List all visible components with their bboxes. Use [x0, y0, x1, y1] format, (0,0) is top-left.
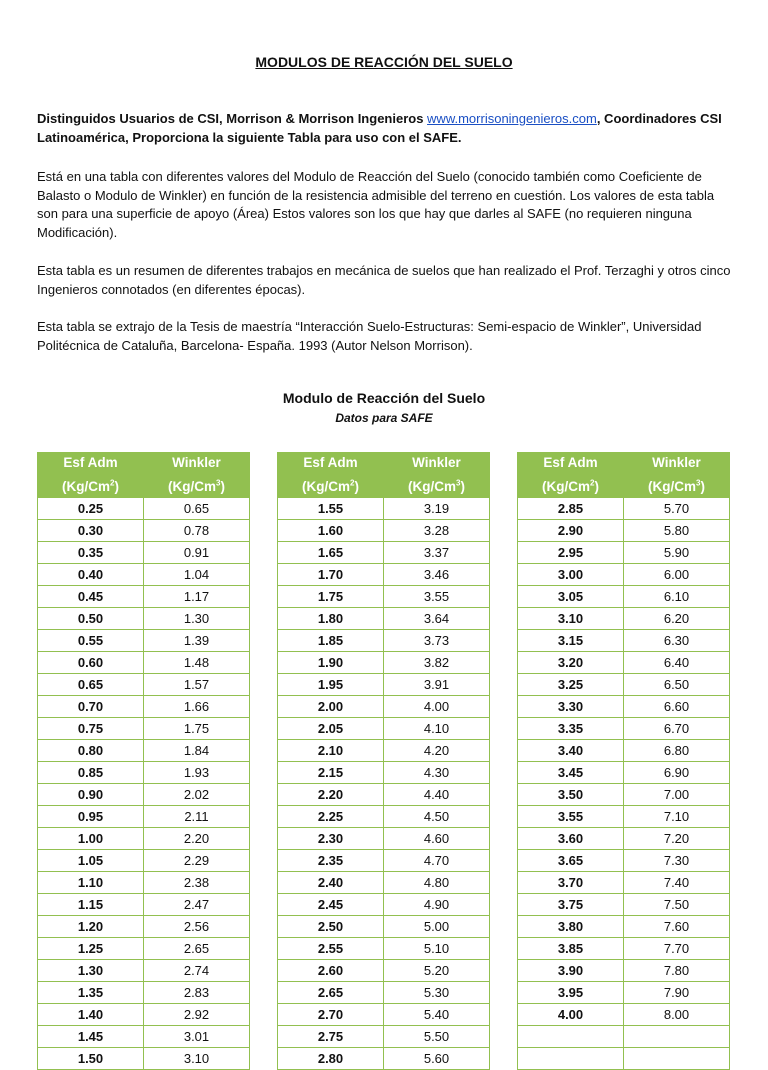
winkler-cell: 6.60	[624, 696, 730, 718]
winkler-cell: 5.70	[624, 498, 730, 520]
winkler-cell: 6.10	[624, 586, 730, 608]
winkler-cell: 2.83	[144, 982, 250, 1004]
winkler-cell: 7.60	[624, 916, 730, 938]
winkler-cell: 2.74	[144, 960, 250, 982]
table-row	[38, 696, 250, 718]
table-row	[518, 806, 730, 828]
esf-adm-cell: 0.30	[38, 520, 144, 542]
table-row	[278, 762, 490, 784]
table-row	[518, 784, 730, 806]
table-row	[518, 652, 730, 674]
esf-adm-label: Esf Adm	[63, 455, 118, 471]
esf-adm-cell	[518, 1048, 624, 1070]
winkler-cell: 1.17	[144, 586, 250, 608]
table-row	[518, 828, 730, 850]
table-row	[518, 982, 730, 1004]
table-row	[278, 806, 490, 828]
winkler-cell: 4.00	[384, 696, 490, 718]
esf-adm-cell: 0.85	[38, 762, 144, 784]
winkler-cell: 4.60	[384, 828, 490, 850]
data-table-2	[277, 452, 490, 1070]
table-row	[518, 960, 730, 982]
winkler-cell: 6.80	[624, 740, 730, 762]
esf-adm-cell: 0.40	[38, 564, 144, 586]
winkler-cell: 5.10	[384, 938, 490, 960]
esf-adm-cell: 3.50	[518, 784, 624, 806]
winkler-cell: 0.78	[144, 520, 250, 542]
esf-adm-cell: 3.85	[518, 938, 624, 960]
esf-adm-cell: 2.05	[278, 718, 384, 740]
esf-adm-cell: 2.55	[278, 938, 384, 960]
esf-adm-cell: 3.80	[518, 916, 624, 938]
table-row	[518, 762, 730, 784]
esf-adm-header	[38, 453, 144, 498]
esf-adm-cell: 2.00	[278, 696, 384, 718]
esf-adm-cell: 1.80	[278, 608, 384, 630]
esf-adm-cell: 0.70	[38, 696, 144, 718]
winkler-cell: 3.46	[384, 564, 490, 586]
table-row	[278, 542, 490, 564]
winkler-cell: 2.92	[144, 1004, 250, 1026]
table-row	[38, 564, 250, 586]
winkler-cell: 7.70	[624, 938, 730, 960]
esf-adm-cell: 1.45	[38, 1026, 144, 1048]
table-row	[278, 1026, 490, 1048]
esf-adm-cell: 1.25	[38, 938, 144, 960]
table-row	[278, 1004, 490, 1026]
winkler-unit: (Kg/Cm$^3$)	[648, 478, 705, 494]
table-row	[38, 542, 250, 564]
winkler-cell: 1.30	[144, 608, 250, 630]
esf-adm-cell: 0.75	[38, 718, 144, 740]
esf-adm-unit: (Kg/Cm$^2$)	[542, 478, 599, 494]
winkler-cell: 3.10	[144, 1048, 250, 1070]
winkler-cell: 1.39	[144, 630, 250, 652]
winkler-cell: 6.40	[624, 652, 730, 674]
table-row	[38, 960, 250, 982]
table-row	[518, 630, 730, 652]
table-header-row	[278, 453, 490, 498]
table-row	[278, 916, 490, 938]
esf-adm-cell: 2.45	[278, 894, 384, 916]
winkler-cell: 4.40	[384, 784, 490, 806]
table-row	[278, 850, 490, 872]
table-row	[38, 828, 250, 850]
intro-text-before: Distinguidos Usuarios de CSI, Morrison & Morrison Ingenieros	[37, 111, 428, 126]
table-row	[38, 630, 250, 652]
esf-adm-cell: 3.90	[518, 960, 624, 982]
table-row	[38, 850, 250, 872]
winkler-cell: 3.37	[384, 542, 490, 564]
esf-adm-cell: 3.10	[518, 608, 624, 630]
esf-adm-cell: 1.85	[278, 630, 384, 652]
table-row	[278, 630, 490, 652]
esf-adm-cell: 1.50	[38, 1048, 144, 1070]
esf-adm-cell: 0.65	[38, 674, 144, 696]
winkler-cell: 1.75	[144, 718, 250, 740]
table-row	[518, 718, 730, 740]
winkler-cell: 1.66	[144, 696, 250, 718]
winkler-cell: 3.64	[384, 608, 490, 630]
winkler-cell: 7.30	[624, 850, 730, 872]
esf-adm-cell: 2.30	[278, 828, 384, 850]
winkler-cell: 4.50	[384, 806, 490, 828]
table-row	[38, 718, 250, 740]
table-row	[518, 564, 730, 586]
winkler-cell: 2.38	[144, 872, 250, 894]
esf-adm-cell: 2.10	[278, 740, 384, 762]
esf-adm-cell: 3.15	[518, 630, 624, 652]
intro-paragraph	[37, 110, 737, 147]
winkler-cell	[624, 1048, 730, 1070]
table-row	[518, 1026, 730, 1048]
esf-adm-cell: 2.85	[518, 498, 624, 520]
table-row	[38, 608, 250, 630]
esf-adm-cell: 1.15	[38, 894, 144, 916]
esf-adm-cell: 2.35	[278, 850, 384, 872]
table-row	[278, 828, 490, 850]
winkler-cell: 2.11	[144, 806, 250, 828]
intro-text-after: , Coordinadores CSI Latinoamérica, Proporciona la siguiente Tabla para uso con el SAFE.	[37, 111, 722, 145]
winkler-cell: 6.20	[624, 608, 730, 630]
winkler-cell: 5.00	[384, 916, 490, 938]
esf-adm-cell: 3.30	[518, 696, 624, 718]
winkler-cell: 5.50	[384, 1026, 490, 1048]
winkler-cell: 4.10	[384, 718, 490, 740]
winkler-cell: 5.60	[384, 1048, 490, 1070]
table-row	[518, 850, 730, 872]
table-row	[38, 784, 250, 806]
winkler-cell: 5.80	[624, 520, 730, 542]
table-row	[38, 938, 250, 960]
table-row	[278, 938, 490, 960]
esf-adm-cell: 1.55	[278, 498, 384, 520]
esf-adm-cell: 3.60	[518, 828, 624, 850]
winkler-cell: 3.73	[384, 630, 490, 652]
table-row	[278, 520, 490, 542]
esf-adm-label: Esf Adm	[543, 455, 598, 471]
table-subtitle: Datos para SAFE	[335, 411, 433, 425]
table-row	[278, 564, 490, 586]
esf-adm-cell: 1.30	[38, 960, 144, 982]
esf-adm-label: Esf Adm	[303, 455, 358, 471]
winkler-cell: 1.48	[144, 652, 250, 674]
table-row	[518, 1048, 730, 1070]
winkler-cell: 7.80	[624, 960, 730, 982]
table-row	[278, 894, 490, 916]
esf-adm-cell: 3.65	[518, 850, 624, 872]
winkler-cell: 4.30	[384, 762, 490, 784]
table-row	[38, 894, 250, 916]
table-row	[278, 1048, 490, 1070]
winkler-cell: 7.00	[624, 784, 730, 806]
winkler-cell: 5.20	[384, 960, 490, 982]
esf-adm-cell: 0.25	[38, 498, 144, 520]
winkler-label: Winkler	[172, 455, 221, 471]
winkler-cell: 7.40	[624, 872, 730, 894]
table-body	[518, 498, 730, 1070]
table-row	[278, 982, 490, 1004]
winkler-cell: 5.30	[384, 982, 490, 1004]
winkler-cell: 7.10	[624, 806, 730, 828]
esf-adm-cell: 3.95	[518, 982, 624, 1004]
esf-adm-cell: 3.55	[518, 806, 624, 828]
table-row	[38, 1026, 250, 1048]
data-table-1	[37, 452, 250, 1070]
table-row	[518, 1004, 730, 1026]
winkler-cell: 8.00	[624, 1004, 730, 1026]
table-header-row	[38, 453, 250, 498]
table-row	[278, 740, 490, 762]
winkler-cell: 6.50	[624, 674, 730, 696]
table-row	[518, 542, 730, 564]
table-body	[38, 498, 250, 1070]
esf-adm-cell: 0.50	[38, 608, 144, 630]
winkler-cell: 4.80	[384, 872, 490, 894]
esf-adm-cell: 0.90	[38, 784, 144, 806]
table-row	[38, 1004, 250, 1026]
winkler-cell: 3.19	[384, 498, 490, 520]
table-row	[518, 498, 730, 520]
table-row	[38, 586, 250, 608]
esf-adm-cell: 1.05	[38, 850, 144, 872]
esf-adm-cell: 1.10	[38, 872, 144, 894]
table-row	[38, 520, 250, 542]
esf-adm-cell: 1.70	[278, 564, 384, 586]
winkler-cell: 2.47	[144, 894, 250, 916]
esf-adm-cell: 1.65	[278, 542, 384, 564]
winkler-cell: 3.01	[144, 1026, 250, 1048]
table-row	[518, 520, 730, 542]
winkler-cell: 3.82	[384, 652, 490, 674]
table-row	[38, 674, 250, 696]
table-row	[38, 652, 250, 674]
esf-adm-cell: 3.45	[518, 762, 624, 784]
esf-adm-cell: 0.35	[38, 542, 144, 564]
winkler-cell: 3.55	[384, 586, 490, 608]
table-row	[518, 938, 730, 960]
winkler-cell: 6.70	[624, 718, 730, 740]
winkler-cell: 6.90	[624, 762, 730, 784]
winkler-header	[624, 453, 730, 498]
table-row	[518, 696, 730, 718]
winkler-label: Winkler	[412, 455, 461, 471]
esf-adm-cell: 0.80	[38, 740, 144, 762]
winkler-cell: 1.84	[144, 740, 250, 762]
esf-adm-header	[518, 453, 624, 498]
esf-adm-cell: 2.60	[278, 960, 384, 982]
esf-adm-cell: 2.95	[518, 542, 624, 564]
esf-adm-cell: 1.95	[278, 674, 384, 696]
esf-adm-cell: 1.75	[278, 586, 384, 608]
winkler-cell: 6.00	[624, 564, 730, 586]
esf-adm-cell: 3.70	[518, 872, 624, 894]
winkler-cell: 4.20	[384, 740, 490, 762]
winkler-unit: (Kg/Cm$^3$)	[408, 478, 465, 494]
winkler-cell: 7.90	[624, 982, 730, 1004]
esf-adm-cell: 0.60	[38, 652, 144, 674]
table-row	[38, 498, 250, 520]
winkler-unit: (Kg/Cm$^3$)	[168, 478, 225, 494]
winkler-cell: 6.30	[624, 630, 730, 652]
table-body	[278, 498, 490, 1070]
table-row	[518, 586, 730, 608]
table-row	[518, 916, 730, 938]
esf-adm-cell: 1.90	[278, 652, 384, 674]
esf-adm-cell: 2.20	[278, 784, 384, 806]
winkler-cell: 3.28	[384, 520, 490, 542]
esf-adm-cell: 3.20	[518, 652, 624, 674]
esf-adm-cell: 2.65	[278, 982, 384, 1004]
winkler-cell: 0.65	[144, 498, 250, 520]
esf-adm-cell	[518, 1026, 624, 1048]
esf-adm-cell: 1.20	[38, 916, 144, 938]
table-row	[518, 674, 730, 696]
winkler-cell: 7.20	[624, 828, 730, 850]
winkler-cell: 2.20	[144, 828, 250, 850]
winkler-cell: 2.65	[144, 938, 250, 960]
table-row	[278, 718, 490, 740]
winkler-cell: 4.90	[384, 894, 490, 916]
winkler-cell: 1.04	[144, 564, 250, 586]
esf-adm-cell: 3.25	[518, 674, 624, 696]
esf-adm-cell: 3.05	[518, 586, 624, 608]
table-row	[278, 652, 490, 674]
data-table-3	[517, 452, 730, 1070]
winkler-cell: 5.40	[384, 1004, 490, 1026]
table-row	[518, 740, 730, 762]
esf-adm-cell: 3.40	[518, 740, 624, 762]
esf-adm-cell: 2.90	[518, 520, 624, 542]
esf-adm-cell: 0.45	[38, 586, 144, 608]
table-row	[38, 740, 250, 762]
table-row	[278, 498, 490, 520]
table-row	[518, 872, 730, 894]
winkler-cell: 2.56	[144, 916, 250, 938]
esf-adm-cell: 2.75	[278, 1026, 384, 1048]
table-title: Modulo de Reacción del Suelo	[282, 390, 486, 406]
esf-adm-unit: (Kg/Cm$^2$)	[302, 478, 359, 494]
table-row	[38, 982, 250, 1004]
table-header-row	[518, 453, 730, 498]
winkler-cell: 2.29	[144, 850, 250, 872]
winkler-header	[384, 453, 490, 498]
esf-adm-cell: 1.35	[38, 982, 144, 1004]
esf-adm-cell: 2.40	[278, 872, 384, 894]
winkler-cell: 5.90	[624, 542, 730, 564]
winkler-cell: 1.57	[144, 674, 250, 696]
table-row	[38, 806, 250, 828]
esf-adm-cell: 2.80	[278, 1048, 384, 1070]
winkler-cell: 4.70	[384, 850, 490, 872]
esf-adm-cell: 1.40	[38, 1004, 144, 1026]
table-row	[38, 916, 250, 938]
page-title: MODULOS DE REACCIÓN DEL SUELO	[255, 54, 513, 70]
table-row	[38, 762, 250, 784]
table-row	[278, 872, 490, 894]
table-row	[278, 696, 490, 718]
website-link[interactable]: www.morrisoningenieros.com	[427, 111, 597, 126]
table-row	[518, 894, 730, 916]
table-row	[38, 1048, 250, 1070]
esf-adm-cell: 2.25	[278, 806, 384, 828]
winkler-cell: 0.91	[144, 542, 250, 564]
esf-adm-cell: 2.15	[278, 762, 384, 784]
winkler-cell: 3.91	[384, 674, 490, 696]
winkler-header	[144, 453, 250, 498]
esf-adm-cell: 3.00	[518, 564, 624, 586]
winkler-cell: 2.02	[144, 784, 250, 806]
esf-adm-cell: 0.55	[38, 630, 144, 652]
esf-adm-cell: 3.35	[518, 718, 624, 740]
esf-adm-cell: 2.70	[278, 1004, 384, 1026]
esf-adm-header	[278, 453, 384, 498]
winkler-cell: 7.50	[624, 894, 730, 916]
table-row	[278, 608, 490, 630]
description-paragraph: Está en una tabla con diferentes valores del Modulo de Reacción del Suelo (conocido también como Coeficiente de Balasto o Modulo de Winkler) en función de la resistencia admisible del terreno en cuestión. Los valores de esta tabla son para una superficie de apoyo (Área) Estos valores son los que hay que darles al SAFE (no requieren ninguna Modificación).	[37, 169, 715, 240]
table-row	[278, 784, 490, 806]
table-row	[278, 586, 490, 608]
esf-adm-cell: 0.95	[38, 806, 144, 828]
esf-adm-unit: (Kg/Cm$^2$)	[62, 478, 119, 494]
table-row	[278, 674, 490, 696]
winkler-label: Winkler	[652, 455, 701, 471]
table-row	[278, 960, 490, 982]
winkler-cell: 1.93	[144, 762, 250, 784]
table-row	[518, 608, 730, 630]
table-row	[38, 872, 250, 894]
esf-adm-cell: 1.00	[38, 828, 144, 850]
esf-adm-cell: 2.50	[278, 916, 384, 938]
winkler-cell	[624, 1026, 730, 1048]
esf-adm-cell: 4.00	[518, 1004, 624, 1026]
esf-adm-cell: 3.75	[518, 894, 624, 916]
summary-paragraph: Esta tabla es un resumen de diferentes trabajos en mecánica de suelos que han realizado el Prof. Terzaghi y otros cinco Ingenieros connotados (en diferentes épocas).	[37, 263, 731, 297]
source-paragraph: Esta tabla se extrajo de la Tesis de maestría “Interacción Suelo-Estructuras: Semi-espacio de Winkler”, Universidad Politécnica de Cataluña, Barcelona- España. 1993 (Autor Nelson Morrison).	[37, 319, 702, 353]
esf-adm-cell: 1.60	[278, 520, 384, 542]
